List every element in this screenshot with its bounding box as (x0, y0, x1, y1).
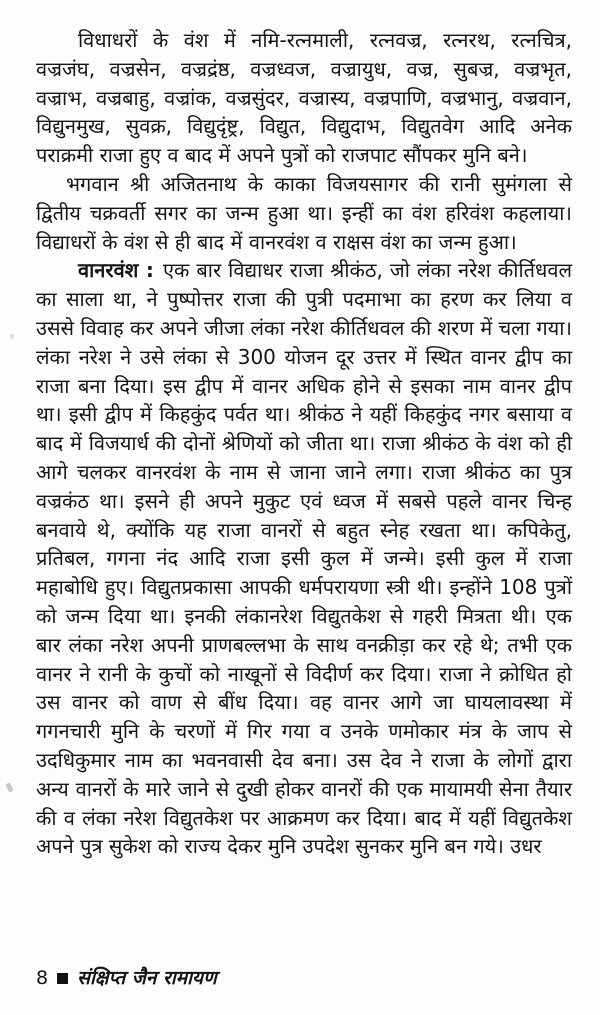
square-bullet-icon (57, 973, 68, 984)
paragraph-bhagwan-ajitnath: भगवान श्री अजितनाथ के काका विजयसागर की रानी सुमंगला से द्वितीय चक्रवर्ती सगर का जन्म हुआ था। इन्हीं का वंश हरिवंश कहलाया। विद्याधरों के वंश से ही बाद में वानरवंश व राक्षस वंश का जन्म हुआ। (36, 171, 572, 254)
page-number: 8 (36, 967, 49, 989)
section-heading-vanarvansh: वानरवंश : (78, 258, 154, 283)
paragraph-vanarvansh (36, 256, 572, 861)
paragraph-vanarvansh-text: एक बार विद्याधर राजा श्रीकंठ, जो लंका नरेश कीर्तिधवल का साला था, ने पुष्पोत्तर राजा की पुत्री पदमाभा का हरण कर लिया व उससे विवाह कर अपने जीजा लंका नरेश कीर्तिधवल की शरण में चला गया। लंका नरेश ने उसे लंका से 300 योजन दूर उत्तर में स्थित वानर द्वीप का राजा बना दिया। इस द्वीप में वानर अधिक होने से इसका नाम वानर द्वीप था। इसी द्वीप में किहकुंद पर्वत था। श्रीकंठ ने यहीं किहकुंद नगर बसाया व बाद में विजयार्ध की दोनों श्रेणियों को जीता था। राजा श्रीकंठ के वंश को ही आगे चलकर वानरवंश के नाम से जाना जाने लगा। राजा श्रीकंठ का पुत्र वज्रकंठ था। इसने ही अपने मुकुट एवं ध्वज में सबसे पहले वानर चिन्ह बनवाये थे, क्योंकि यह राजा वानरों से बहुत स्नेह रखता था। कपिकेतु, प्रतिबल, गगना नंद आदि राजा इसी कुल में जन्मे। इसी कुल में राजा महाबोधि हुए। विद्युतप्रकासा आपकी धर्मपरायणा स्त्री थी। इन्होंने 108 पुत्रों को जन्म दिया था। इनकी लंकानरेश विद्युतकेश से गहरी मित्रता थी। एक बार लंका नरेश अपनी प्राणबल्लभा के साथ वनक्रीड़ा कर रहे थे; तभी एक वानर ने रानी के कुचों को नाखूनों से विदीर्ण कर दिया। राजा ने क्रोधित हो उस वानर को वाण से बींध दिया। वह वानर आगे जा घायलावस्था में गगनचारी मुनि के चरणों में गिर गया व उनके णमोकार मंत्र के जाप से उदधिकुमार नाम का भवनवासी देव बना। उस देव ने राजा के लोगों द्वारा अन्य वानरों के मारे जाने से दुखी होकर वानरों की एक मायामयी सेना तैयार की व लंका नरेश विद्युतकेश पर आक्रमण कर दिया। बाद में यहीं विद्युतकेश अपने पुत्र सुकेश को राज्य देकर मुनि उपदेश सुनकर मुनि बन गये। उधर (36, 258, 573, 859)
scan-speck (5, 782, 13, 792)
paragraph-vidyadhar-vansh-kings: विधाधरों के वंश में नमि-रत्नमाली, रत्नवज्र, रत्नरथ, रत्नचित्र, वज्रजंघ, वज्रसेन, वज्रद्रंष्ठ, वज्रध्वज, वज्रायुध, वज्र, सुबज्र, वज्रभृत, वज्राभ, वज्रबाहु, वज्रांक, वज्रसुंदर, वज्रास्य, वज्रपाणि, वज्रभानु, वज्रवान, विद्युनमुख, सुवक्र, विद्युदृंष्ट्र, विद्युत, विद्युदाभ, विद्युतवेग आदि अनेक पराक्रमी राजा हुए व बाद में अपने पुत्रों को राजपाट सौंपकर मुनि बने। (36, 28, 572, 168)
page-footer (36, 967, 217, 989)
book-title: संक्षिप्त जैन रामायण (77, 967, 217, 989)
scan-speck (10, 334, 14, 339)
page-body (36, 26, 572, 861)
